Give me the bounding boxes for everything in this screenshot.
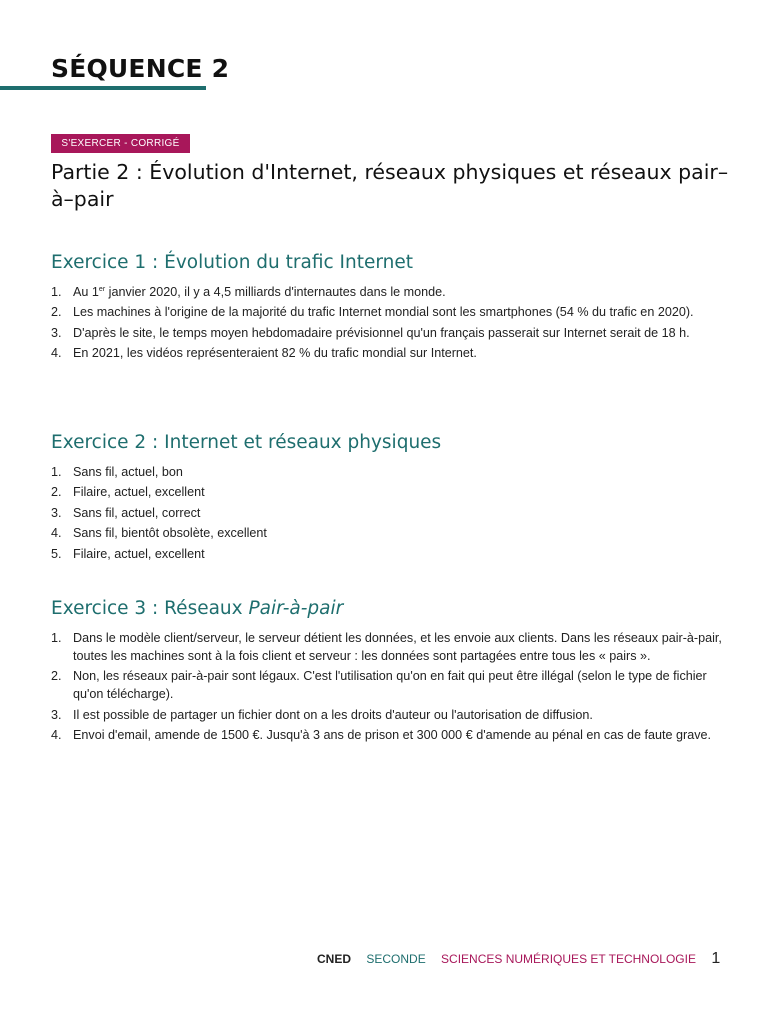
- list-item: [51, 706, 731, 724]
- item-number: 1.: [51, 285, 62, 299]
- item-text: Au 1er janvier 2020, il y a 4,5 milliards d'internautes dans le monde.: [73, 285, 446, 299]
- list-item: [51, 463, 731, 481]
- item-text: En 2021, les vidéos représenteraient 82 % du trafic mondial sur Internet.: [73, 346, 477, 361]
- item-text: Sans fil, actuel, correct: [73, 505, 201, 520]
- exercise-2-list: [51, 463, 731, 565]
- item-number: 2.: [51, 669, 62, 684]
- section-badge: S'EXERCER - CORRIGÉ: [51, 134, 190, 153]
- list-item: [51, 344, 731, 362]
- footer-subject: SCIENCES NUMÉRIQUES ET TECHNOLOGIE: [441, 952, 696, 966]
- item-number: 2.: [51, 305, 62, 320]
- part-title: Partie 2 : Évolution d'Internet, réseaux physiques et réseaux pair–à–pair: [51, 160, 729, 211]
- item-text: Sans fil, bientôt obsolète, excellent: [73, 526, 267, 541]
- exercise-1-list: [51, 283, 731, 365]
- page-number: 1: [711, 950, 721, 967]
- item-text: Envoi d'email, amende de 1500 €. Jusqu'à 3 ans de prison et 300 000 € d'amende au pénal en cas de faute grave.: [73, 728, 712, 743]
- item-number: 4.: [51, 728, 62, 743]
- item-number: 5.: [51, 546, 62, 561]
- item-number: 3.: [51, 707, 62, 722]
- item-text: D'après le site, le temps moyen hebdomadaire prévisionnel qu'un français passerait sur Internet serait de 18 h.: [73, 325, 690, 340]
- list-item: [51, 545, 731, 563]
- item-text: Les machines à l'origine de la majorité du trafic Internet mondial sont les smartphones (54 % du trafic en 2020).: [73, 305, 694, 320]
- list-item: [51, 504, 731, 522]
- item-text: Non, les réseaux pair-à-pair sont légaux. C'est l'utilisation qu'on en fait qui peut être illégal (selon le type de fichier qu'on télécharge).: [73, 669, 707, 702]
- exercise-3-list: [51, 629, 731, 747]
- list-item: [51, 629, 731, 665]
- exercise-2-title: Exercice 2 : Internet et réseaux physiques: [51, 432, 442, 453]
- list-item: [51, 524, 731, 542]
- item-number: 2.: [51, 485, 62, 500]
- list-item: [51, 303, 731, 321]
- list-item: [51, 726, 731, 744]
- footer-level: SECONDE: [366, 952, 426, 966]
- item-text: Filaire, actuel, excellent: [73, 546, 205, 561]
- item-number: 3.: [51, 325, 62, 340]
- item-number: 4.: [51, 346, 62, 361]
- list-item: [51, 283, 731, 301]
- item-text: Il est possible de partager un fichier dont on a les droits d'auteur ou l'autorisation de diffusion.: [73, 707, 593, 722]
- list-item: [51, 324, 731, 342]
- item-text: Dans le modèle client/serveur, le serveur détient les données, et les envoie aux clients. Dans les réseaux pair-à-pair, toutes les machines sont à la fois client et serveur : les données sont partagées entre tous les « pairs ».: [73, 631, 722, 663]
- item-number: 3.: [51, 505, 62, 520]
- sequence-underline: [0, 86, 206, 90]
- item-number: 1.: [51, 631, 62, 645]
- page-footer: [317, 950, 720, 968]
- footer-org: CNED: [317, 952, 352, 966]
- item-number: 1.: [51, 465, 62, 479]
- item-number: 4.: [51, 526, 62, 541]
- item-text: Sans fil, actuel, bon: [73, 465, 183, 479]
- exercise-1-title: Exercice 1 : Évolution du trafic Internet: [51, 252, 414, 273]
- item-text: Filaire, actuel, excellent: [73, 485, 205, 500]
- exercise-3-title: Exercice 3 : Réseaux Pair-à-pair: [51, 598, 344, 619]
- sequence-title: SÉQUENCE 2: [51, 54, 230, 83]
- list-item: [51, 667, 731, 703]
- list-item: [51, 483, 731, 501]
